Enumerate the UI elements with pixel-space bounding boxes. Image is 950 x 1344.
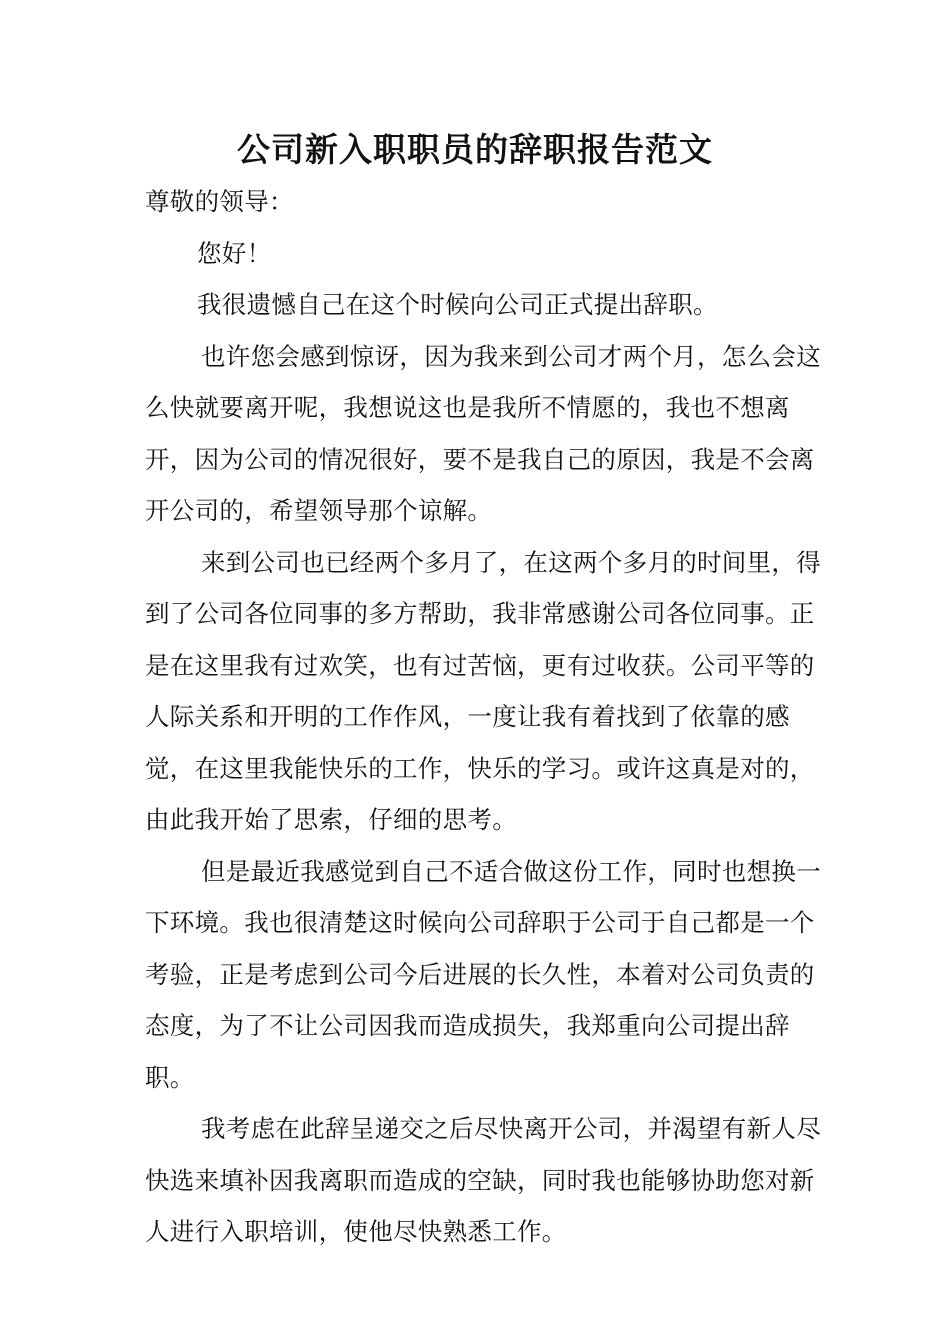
paragraph-handover: 我考虑在此辞呈递交之后尽快离开公司，并渴望有新人尽快选来填补因我离职而造成的空缺，同时我也能够协助您对新人进行入职培训，使他尽快熟悉工作。 [145,1114,821,1246]
paragraph-explanation: 也许您会感到惊讶，因为我来到公司才两个月，怎么会这么快就要离开呢，我想说这也是我所不情愿的，我也不想离开，因为公司的情况很好，要不是我自己的原因，我是不会离开公司的，希望领导那个谅解。 [145,341,821,525]
paragraph-greeting: 您好！ [197,238,272,268]
paragraph-gratitude: 来到公司也已经两个多月了，在这两个多月的时间里，得到了公司各位同事的多方帮助，我非常感谢公司各位同事。正是在这里我有过欢笑，也有过苦恼，更有过收获。公司平等的人际关系和开明的工作作风，一度让我有着找到了依靠的感觉，在这里我能快乐的工作，快乐的学习。或许这真是对的，由此我开始了思索，仔细的思考。 [145,547,821,834]
paragraph-resignation-statement: 我很遗憾自己在这个时候向公司正式提出辞职。 [197,290,718,319]
document-title: 公司新入职职员的辞职报告范文 [237,130,713,169]
salutation: 尊敬的领导： [145,187,294,216]
document-body [145,176,825,1258]
paragraph-reason: 但是最近我感觉到自己不适合做这份工作，同时也想换一下环境。我也很清楚这时候向公司辞职于公司于自己都是一个考验，正是考虑到公司今后进展的长久性，本着对公司负责的态度，为了不让公司因我而造成损失，我郑重向公司提出辞职。 [145,856,821,1092]
